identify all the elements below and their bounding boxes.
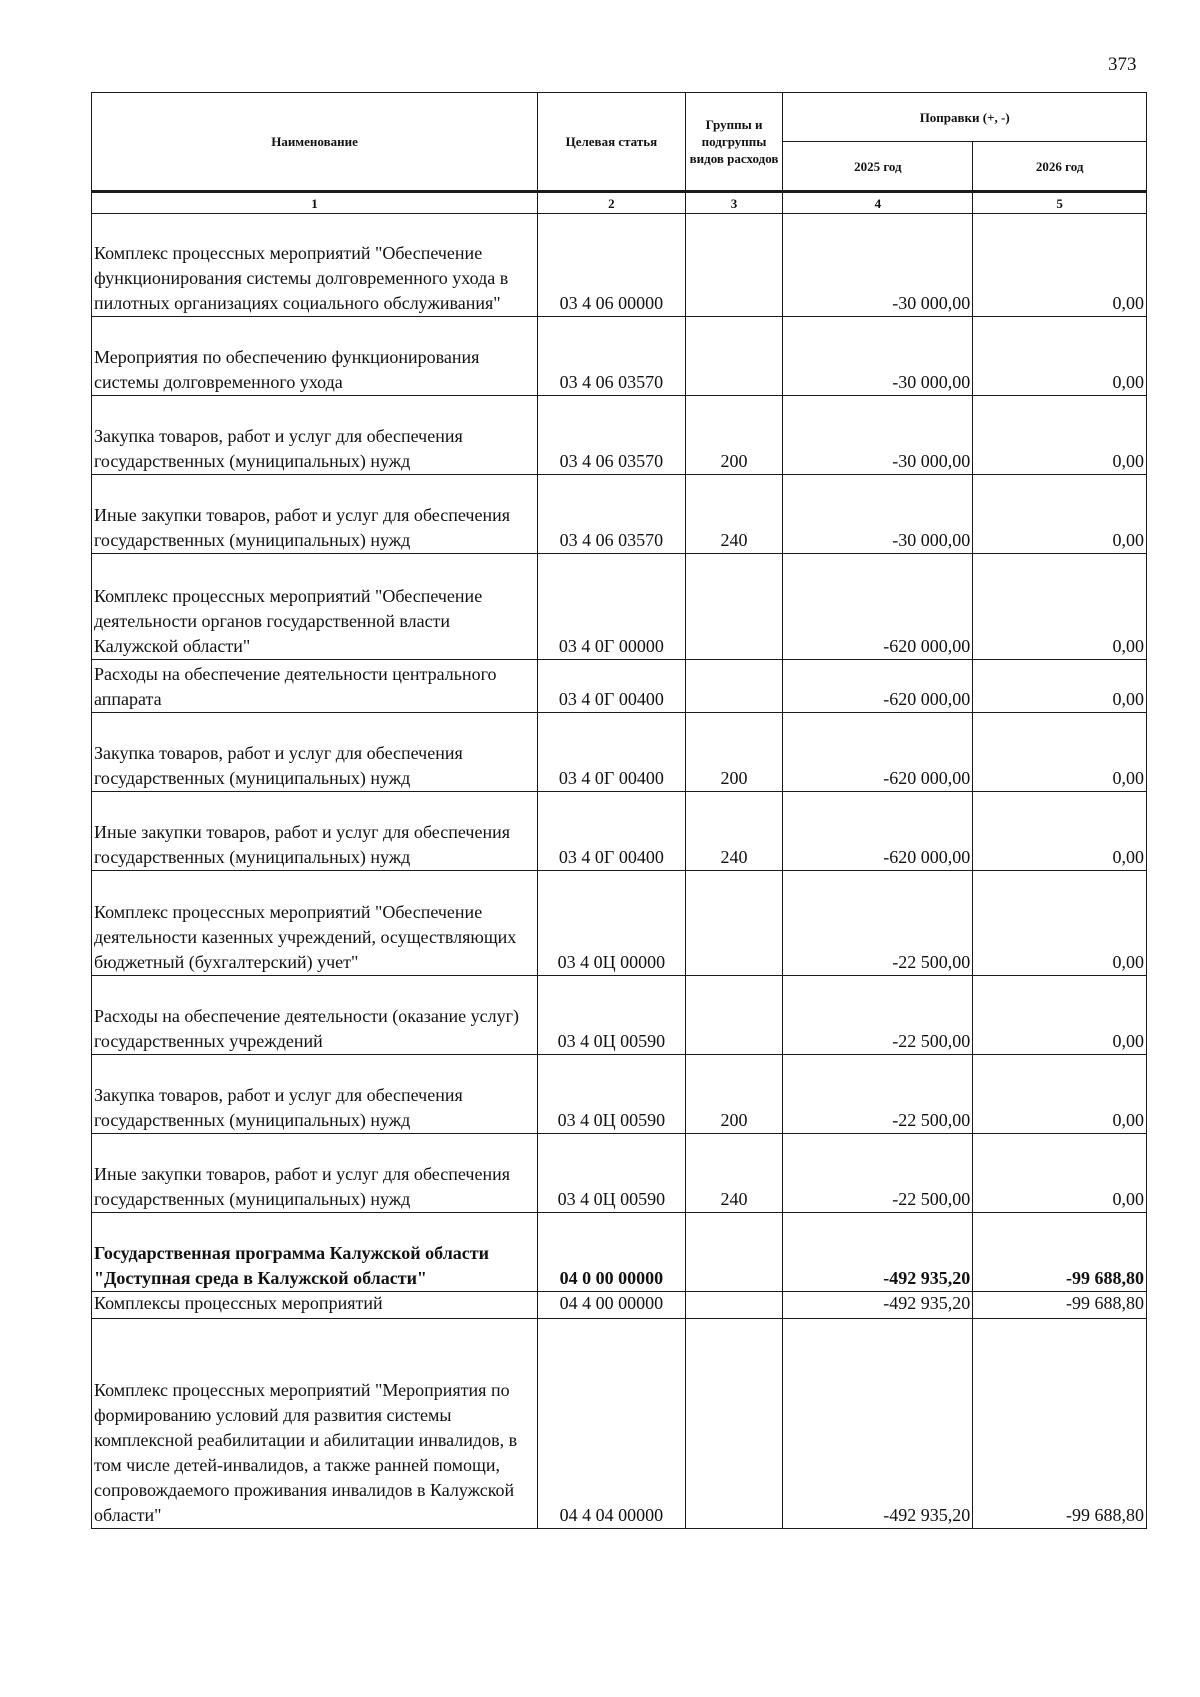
row-target-article: 04 4 04 00000 — [538, 1319, 686, 1529]
row-name: Иные закупки товаров, работ и услуг для обеспечения государственных (муниципальных) нужд — [92, 475, 538, 554]
row-amount-2025: -30 000,00 — [783, 396, 973, 475]
row-group — [685, 1213, 783, 1292]
row-name: Закупка товаров, работ и услуг для обеспечения государственных (муниципальных) нужд — [92, 713, 538, 792]
table-row — [92, 871, 1147, 976]
header-year-2025: 2025 год — [783, 142, 973, 192]
row-target-article: 03 4 0Г 00000 — [538, 554, 686, 660]
row-amount-2026: 0,00 — [973, 1134, 1147, 1213]
row-group: 240 — [685, 792, 783, 871]
row-amount-2025: -22 500,00 — [783, 871, 973, 976]
row-amount-2025: -620 000,00 — [783, 792, 973, 871]
row-amount-2025: -30 000,00 — [783, 475, 973, 554]
row-amount-2025: -620 000,00 — [783, 713, 973, 792]
row-amount-2025: -620 000,00 — [783, 660, 973, 713]
row-amount-2025: -492 935,20 — [783, 1292, 973, 1319]
row-name: Расходы на обеспечение деятельности (оказание услуг) государственных учреждений — [92, 976, 538, 1055]
column-number: 5 — [973, 192, 1147, 214]
row-name: Комплекс процессных мероприятий "Обеспечение деятельности органов государственной власти Калужской области" — [92, 554, 538, 660]
row-group: 240 — [685, 475, 783, 554]
table-row — [92, 660, 1147, 713]
row-amount-2026: 0,00 — [973, 660, 1147, 713]
row-name: Иные закупки товаров, работ и услуг для обеспечения государственных (муниципальных) нужд — [92, 792, 538, 871]
row-group: 240 — [685, 1134, 783, 1213]
row-amount-2026: 0,00 — [973, 475, 1147, 554]
row-group — [685, 871, 783, 976]
row-name: Комплекс процессных мероприятий "Обеспечение функционирования системы долговременного ухода в пилотных организациях социального обслуживания" — [92, 214, 538, 317]
row-amount-2025: -22 500,00 — [783, 1055, 973, 1134]
row-amount-2026: 0,00 — [973, 792, 1147, 871]
row-amount-2025: -30 000,00 — [783, 214, 973, 317]
row-target-article: 03 4 06 00000 — [538, 214, 686, 317]
table-row — [92, 317, 1147, 396]
row-amount-2026: 0,00 — [973, 976, 1147, 1055]
row-group — [685, 976, 783, 1055]
row-amount-2025: -492 935,20 — [783, 1213, 973, 1292]
row-name: Комплексы процессных мероприятий — [92, 1292, 538, 1319]
row-amount-2025: -492 935,20 — [783, 1319, 973, 1529]
column-number: 4 — [783, 192, 973, 214]
table-row — [92, 214, 1147, 317]
row-group — [685, 1292, 783, 1319]
row-name: Государственная программа Калужской области "Доступная среда в Калужской области" — [92, 1213, 538, 1292]
row-target-article: 03 4 06 03570 — [538, 317, 686, 396]
row-amount-2025: -22 500,00 — [783, 1134, 973, 1213]
row-target-article: 03 4 06 03570 — [538, 475, 686, 554]
row-target-article: 03 4 0Г 00400 — [538, 660, 686, 713]
row-amount-2026: 0,00 — [973, 554, 1147, 660]
header-year-2026: 2026 год — [973, 142, 1147, 192]
row-target-article: 03 4 0Ц 00590 — [538, 1055, 686, 1134]
column-number: 2 — [538, 192, 686, 214]
row-amount-2026: 0,00 — [973, 1055, 1147, 1134]
table-row — [92, 1055, 1147, 1134]
row-amount-2025: -30 000,00 — [783, 317, 973, 396]
table-row — [92, 1319, 1147, 1529]
table-row — [92, 792, 1147, 871]
table-row — [92, 1292, 1147, 1319]
table-row — [92, 976, 1147, 1055]
row-amount-2026: 0,00 — [973, 871, 1147, 976]
budget-amendments-table — [91, 92, 1147, 1529]
row-amount-2026: 0,00 — [973, 713, 1147, 792]
table-row — [92, 554, 1147, 660]
row-target-article: 03 4 0Ц 00590 — [538, 1134, 686, 1213]
row-amount-2026: 0,00 — [973, 214, 1147, 317]
row-group — [685, 660, 783, 713]
row-group: 200 — [685, 713, 783, 792]
header-name: Наименование — [92, 93, 538, 192]
row-target-article: 03 4 0Ц 00000 — [538, 871, 686, 976]
row-name: Расходы на обеспечение деятельности центрального аппарата — [92, 660, 538, 713]
table-row — [92, 1213, 1147, 1292]
row-target-article: 03 4 0Г 00400 — [538, 792, 686, 871]
row-name: Закупка товаров, работ и услуг для обеспечения государственных (муниципальных) нужд — [92, 396, 538, 475]
row-name: Мероприятия по обеспечению функционирования системы долговременного ухода — [92, 317, 538, 396]
table-row — [92, 1134, 1147, 1213]
row-amount-2026: -99 688,80 — [973, 1319, 1147, 1529]
row-group — [685, 554, 783, 660]
row-amount-2026: -99 688,80 — [973, 1292, 1147, 1319]
header-groups: Группы и подгруппы видов расходов — [685, 93, 783, 192]
row-target-article: 03 4 06 03570 — [538, 396, 686, 475]
row-target-article: 03 4 0Ц 00590 — [538, 976, 686, 1055]
row-target-article: 04 0 00 00000 — [538, 1213, 686, 1292]
table-row — [92, 396, 1147, 475]
row-group: 200 — [685, 396, 783, 475]
row-name: Закупка товаров, работ и услуг для обеспечения государственных (муниципальных) нужд — [92, 1055, 538, 1134]
row-target-article: 03 4 0Г 00400 — [538, 713, 686, 792]
row-group — [685, 214, 783, 317]
row-group: 200 — [685, 1055, 783, 1134]
row-group — [685, 1319, 783, 1529]
table-row — [92, 475, 1147, 554]
row-target-article: 04 4 00 00000 — [538, 1292, 686, 1319]
row-name: Комплекс процессных мероприятий "Мероприятия по формированию условий для развития системы комплексной реабилитации и абилитации инвалидов, в том числе детей-инвалидов, а также ранней помощи, сопровождаемого проживания инвалидов в Калужской области" — [92, 1319, 538, 1529]
header-amendments: Поправки (+, -) — [783, 93, 1147, 142]
page-number: 373 — [1108, 54, 1137, 75]
row-amount-2026: 0,00 — [973, 317, 1147, 396]
column-number: 3 — [685, 192, 783, 214]
column-number: 1 — [92, 192, 538, 214]
row-name: Иные закупки товаров, работ и услуг для обеспечения государственных (муниципальных) нужд — [92, 1134, 538, 1213]
row-amount-2025: -620 000,00 — [783, 554, 973, 660]
row-amount-2025: -22 500,00 — [783, 976, 973, 1055]
row-amount-2026: -99 688,80 — [973, 1213, 1147, 1292]
table-row — [92, 713, 1147, 792]
header-target-article: Целевая статья — [538, 93, 686, 192]
row-group — [685, 317, 783, 396]
row-amount-2026: 0,00 — [973, 396, 1147, 475]
row-name: Комплекс процессных мероприятий "Обеспечение деятельности казенных учреждений, осуществляющих бюджетный (бухгалтерский) учет" — [92, 871, 538, 976]
